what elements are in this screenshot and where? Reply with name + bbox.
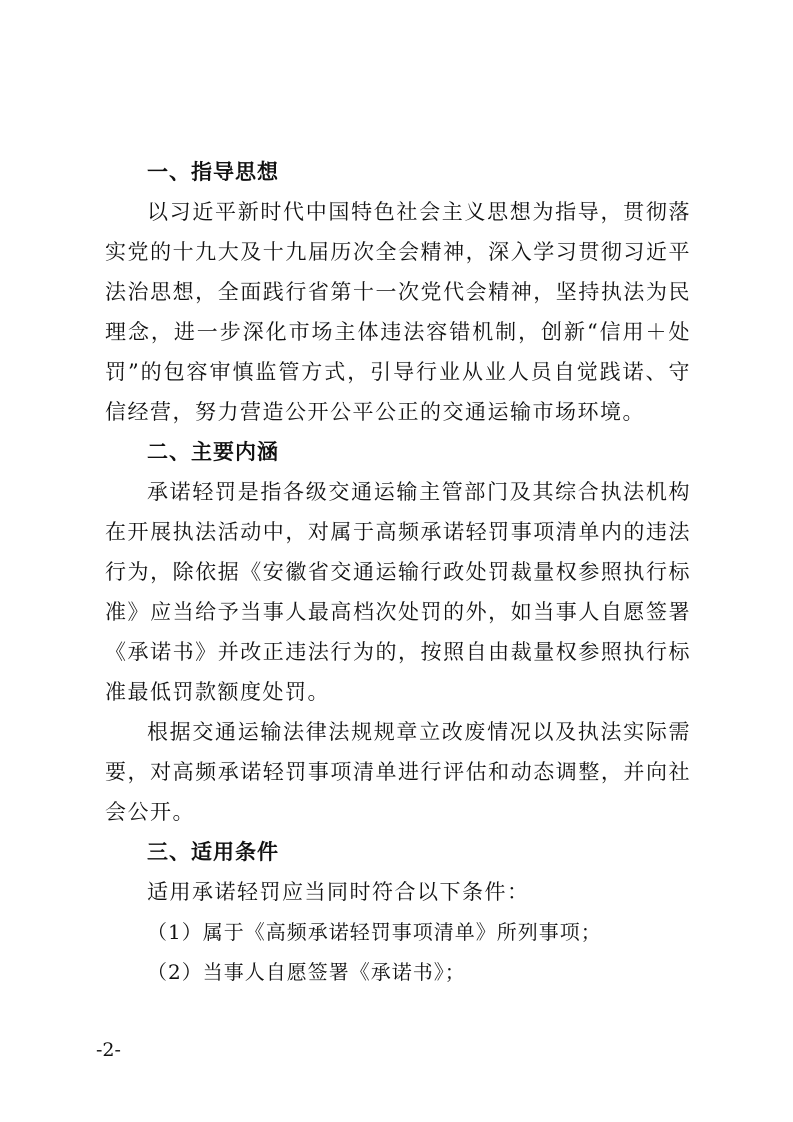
section-heading-main-content: 二、主要内涵 (147, 440, 279, 464)
paragraph-main-content-2: 根据交通运输法律法规规章立改废情况以及执法实际需要，对高频承诺轻罚事项清单进行评估和动态调整，并向社会公开。 (105, 720, 691, 824)
document-body (105, 152, 691, 992)
section-heading-guiding-thought: 一、指导思想 (147, 160, 279, 184)
paragraph-guiding-thought: 以习近平新时代中国特色社会主义思想为指导，贯彻落实党的十九大及十九届历次全会精神，深入学习贯彻习近平法治思想，全面践行省第十一次党代会精神，坚持执法为民理念，进一步深化市场主体违法容错机制，创新“信用＋处罚”的包容审慎监管方式，引导行业从业人员自觉践诺、守信经营，努力营造公开公平公正的交通运输市场环境。 (105, 200, 691, 424)
condition-item-2: （2）当事人自愿签署《承诺书》； (147, 960, 466, 984)
paragraph-main-content-1: 承诺轻罚是指各级交通运输主管部门及其综合执法机构在开展执法活动中，对属于高频承诺轻罚事项清单内的违法行为，除依据《安徽省交通运输行政处罚裁量权参照执行标准》应当给予当事人最高档次处罚的外，如当事人自愿签署《承诺书》并改正违法行为的，按照自由裁量权参照执行标准最低罚款额度处罚。 (105, 480, 691, 704)
paragraph-conditions-intro: 适用承诺轻罚应当同时符合以下条件： (147, 880, 530, 904)
section-heading-conditions: 三、适用条件 (147, 840, 279, 864)
page-number: -2- (96, 1039, 121, 1061)
condition-item-1: （1）属于《高频承诺轻罚事项清单》所列事项； (147, 920, 602, 944)
